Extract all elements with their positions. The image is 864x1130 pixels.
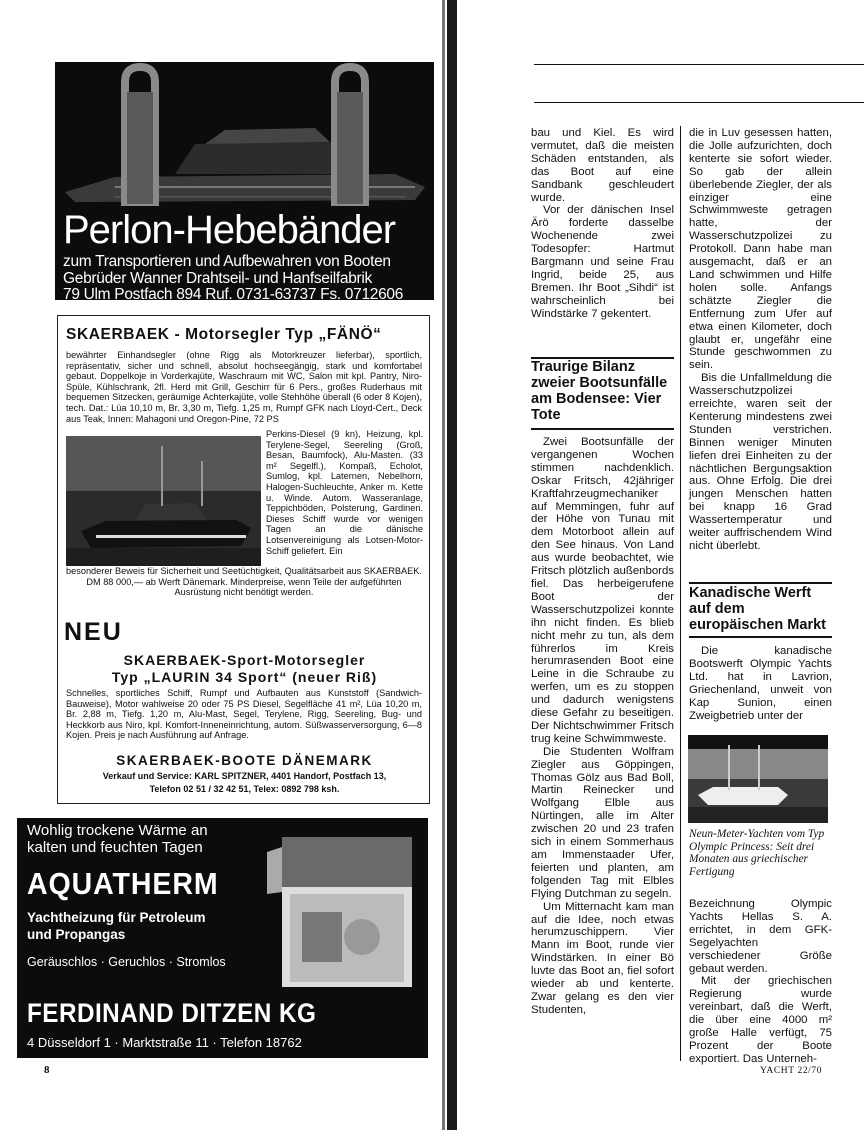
top-rule: [534, 64, 864, 65]
col2-para-2: Bis die Unfallmeldung die Wasserschutzpolizei erreichte, waren seit der Kenterung mindestens zwei Stunden verstrichen. Binnen weniger Minuten liefen drei Einheiten zu der nächtlichen Bergungsaktion aus. Ohne Erfolg. Die drei jungen Menschen hatten bei knapp 16 Grad Wassertemperatur und weiter auffrischendem Wind nicht überlebt.: [689, 372, 832, 552]
perlon-ad-title: Perlon-Hebebänder: [63, 208, 396, 252]
skaerbaek-sub1: SKAERBAEK-Sport-Motorsegler: [123, 652, 366, 668]
perlon-ad: [55, 62, 434, 300]
col2-para-after-head: [689, 645, 832, 722]
boat-with-straps-photo: [55, 62, 434, 212]
skaerbaek-brand: SKAERBAEK-BOOTE DÄNEMARK: [116, 753, 373, 768]
aquatherm-company: FERDINAND DITZEN KG: [27, 998, 317, 1028]
headline-rule-2: [689, 582, 832, 584]
column-1-top: [531, 127, 674, 321]
skaerbaek-body-side: Perkins-Diesel (9 kn), Heizung, kpl. Terylene-Segel, Seereling (Groß, Besan, Baumfock), Alu-Masten. (33 m² Segelfl.), Kompaß, Echolot, Sumlog, kpl. Laternen, Nebelhorn, Halogen-Suchleuchte, Anker m. Kette u. Winde. Autom. Wasseranlage, Teppichböden, Polsterung, Gardinen. Dieses Schiff wurde vor wenigen Tagen an die dänische Lotsenvereinigung als Lotsen-Motor-Schiff geliefert. Ein: [266, 429, 423, 556]
col1-top-para-2: Vor der dänischen Insel Ärö forderte dasselbe Wochenende zwei Todesopfer: Hartmut Bargmann und seine Frau Ingrid, beide 25, aus Bremen. Ihr Boot „Sihdi“ ist wahrscheinlich bei Windstärke 7 gekentert.: [531, 204, 674, 320]
col2-para-1: die in Luv gesessen hatten, die Jolle aufzurichten, doch kenterte sie sofort wieder. So gab der allein überlebende Ziegler, der als einziger eine Schwimmweste getragen hatte, der Wasserschutzpolizei zu Protokoll. Dann habe man ausgemacht, daß er an Land schwimmen und Hilfe holen solle. Anfangs schätzte Ziegler die Entfernung zum Ufer auf etwa einen Kilometer, doch glaubt er, ungefähr eine Stunde geschwommen zu sein.: [689, 127, 832, 372]
aquatherm-line2: kalten und feuchten Tagen: [27, 839, 203, 856]
skaerbaek-ad: [57, 315, 430, 804]
col1-para-1: Zwei Bootsunfälle der vergangenen Wochen stimmen nachdenklich. Oskar Fritsch, 42jähriger Kraftfahrzeugmechaniker auf Memmingen, fuhr auf der Höhe von Tunau mit dem Motorboot allein auf den See hinaus. Von Land aus wurde beobachtet, wie Fritsch plötzlich außenbords fiel. Das herbeigerufene Boot der Wasserschutzpolizei konnte ihn nicht finden. Es blieb nicht mehr zu tun, als dem führerlos im Kreis herumrasenden Boot eine Leine in die Schraube zu werfen, um es zu stoppen und dadurch wenigstens diese Gefahr zu beseitigen. Der Nichtschwimmer Fritsch trug keine Schwimmweste.: [531, 436, 674, 745]
column-1-article: [531, 436, 674, 1017]
column-2-top: [689, 127, 832, 553]
perlon-ad-line2: Gebrüder Wanner Drahtseil- und Hanfseilfabrik: [63, 270, 372, 287]
photo-caption: Neun-Meter-Yachten vom Typ Olympic Princess: Seit drei Monaten aus griechischer Fertigung: [689, 828, 825, 878]
col1-para-2: Die Studenten Wolfram Ziegler aus Göppingen, Thomas Gölz aus Bad Boll, Martin Reinecker und Wolfgang Elble aus Nürtingen, alle im Alter zwischen 20 und 23 trafen sich in einem Sommerhaus am Immenstaader Ufer, feierten und planten, am folgenden Tag mit Elbles Flying Dutchman zu segeln.: [531, 745, 674, 900]
col1-top-para-1: bau und Kiel. Es wird vermutet, daß die meisten Schäden entstanden, als das Boot auf eine Sandbank geschleudert wurde.: [531, 127, 674, 204]
col1-para-3: Um Mitternacht kam man auf die Idee, noch etwas herumzuschippern. Vier Mann im Boot, runde vier Windstärken. In einer Bö luvte das Boot an, fiel sofort wieder ab und kenterte. Zwar gelang es den vier Studenten,: [531, 900, 674, 1016]
heater-photo: [262, 832, 422, 992]
aquatherm-line1: Wohlig trockene Wärme an: [27, 822, 208, 839]
skaerbaek-headline: SKAERBAEK - Motorsegler Typ „FÄNÖ“: [66, 326, 382, 343]
aquatherm-sub2: und Propangas: [27, 927, 126, 942]
col2-headline: Kanadische Werft auf dem europäischen Markt: [689, 585, 826, 633]
col1-headline: Traurige Bilanz zweier Bootsunfälle am Bodensee: Vier Tote: [531, 359, 668, 423]
skaerbaek-contact1: Verkauf und Service: KARL SPITZNER, 4401 Handorf, Postfach 13,: [102, 771, 387, 781]
neu-label: NEU: [64, 618, 123, 646]
aquatherm-sub1: Yachtheizung für Petroleum: [27, 910, 206, 925]
headline-rule-2-bottom: [689, 636, 832, 638]
aquatherm-address: 4 Düsseldorf 1 · Marktstraße 11 · Telefon 18762: [27, 1035, 302, 1050]
skaerbaek-body1: bewährter Einhandsegler (ohne Rigg als Motorkreuzer lieferbar), sportlich, repräsentativ, sicher und schnell, absolut hochseegängig, stark und komfortabel gebaut. Doppelkoje in Vorderkajüte, Waschraum mit WC, Salon mit kpl. Pantry, Niro-Spüle, Kühlschrank, 2fl. Herd mit Grill, Geschirr für 6 Pers., großes Ruderhaus mit bequemen Sitzecken, geräumige Achterkajüte, volle Stehhöhe überall (6 oder 8 Kojen), tech. Dat.: Lüa 10,10 m, Br. 3,30 m, Tiefg. 1,25 m, Rumpf GFK nach Lloyd-Cert., Deck aus Teak, Innen: Mahagoni und Oregon-Pine, 72 PS: [66, 350, 422, 424]
aquatherm-brand: AQUATHERM: [27, 866, 219, 901]
skaerbaek-contact2: Telefon 02 51 / 32 42 51, Telex: 0892 798 ksh.: [149, 784, 340, 794]
perlon-ad-line3: 79 Ulm Postfach 894 Ruf. 0731-63737 Fs. 0712606: [63, 286, 404, 300]
aquatherm-ad: [17, 818, 428, 1058]
page-fold-shadow: [442, 0, 445, 1130]
top-rule-2: [534, 102, 864, 103]
column-divider: [680, 126, 681, 1061]
col2-para-4: Bezeichnung Olympic Yachts Hellas S. A. errichtet, in dem GFK-Segelyachten verschiedener Größe gebaut werden.: [689, 898, 832, 975]
col2-para-3: Die kanadische Bootswerft Olympic Yachts Ltd. hat in Lavrion, Griechenland, unweit von Kap Sunion, einen Zweigbetrieb unter der: [689, 645, 832, 722]
skaerbaek-sub2: Typ „LAURIN 34 Sport“ (neuer Riß): [111, 669, 378, 685]
page-number: 8: [44, 1064, 50, 1076]
col2-para-5: Mit der griechischen Regierung wurde vereinbart, daß die Werft, die über eine 4000 m² große Halle verfügt, 75 Prozent der Boote exportiert. Das Unterneh-: [689, 975, 832, 1065]
magazine-footer: YACHT 22/70: [760, 1066, 823, 1076]
motorsailer-photo: [66, 436, 261, 566]
aquatherm-features: Geräuschlos · Geruchlos · Stromlos: [27, 955, 226, 969]
page-fold: [447, 0, 457, 1130]
skaerbaek-body2: besonderer Beweis für Sicherheit und Seetüchtigkeit, Qualitätsarbeit aus SKAERBAEK. DM 88 000,— ab Werft Dänemark. Minderpreise, wenn Teile der aufgeführten Ausrüstung nicht benötigt werden.: [66, 566, 422, 598]
yachts-photo: [688, 735, 828, 823]
headline-rule-bottom: [531, 428, 674, 430]
skaerbaek-body3: Schnelles, sportliches Schiff, Rumpf und Aufbauten aus Kunststoff (Sandwich-Bauweise), Motor wahlweise 20 oder 75 PS Diesel, Segelfläche 41 m², Lüa 10,20 m, Br. 2,88 m, Tiefg. 1,20 m, Alu-Mast, Segel, Terylene, Rigg, Seereling, Bug- und Heckkorb aus Niro, kpl. Komfort-Inneneinrichtung, autom. Süßwasserversorgung, 6—8 Kojen. Preis je nach Ausführung auf Anfrage.: [66, 688, 422, 741]
perlon-ad-line1: zum Transportieren und Aufbewahren von Booten: [63, 253, 391, 270]
column-2-end: [689, 898, 832, 1066]
